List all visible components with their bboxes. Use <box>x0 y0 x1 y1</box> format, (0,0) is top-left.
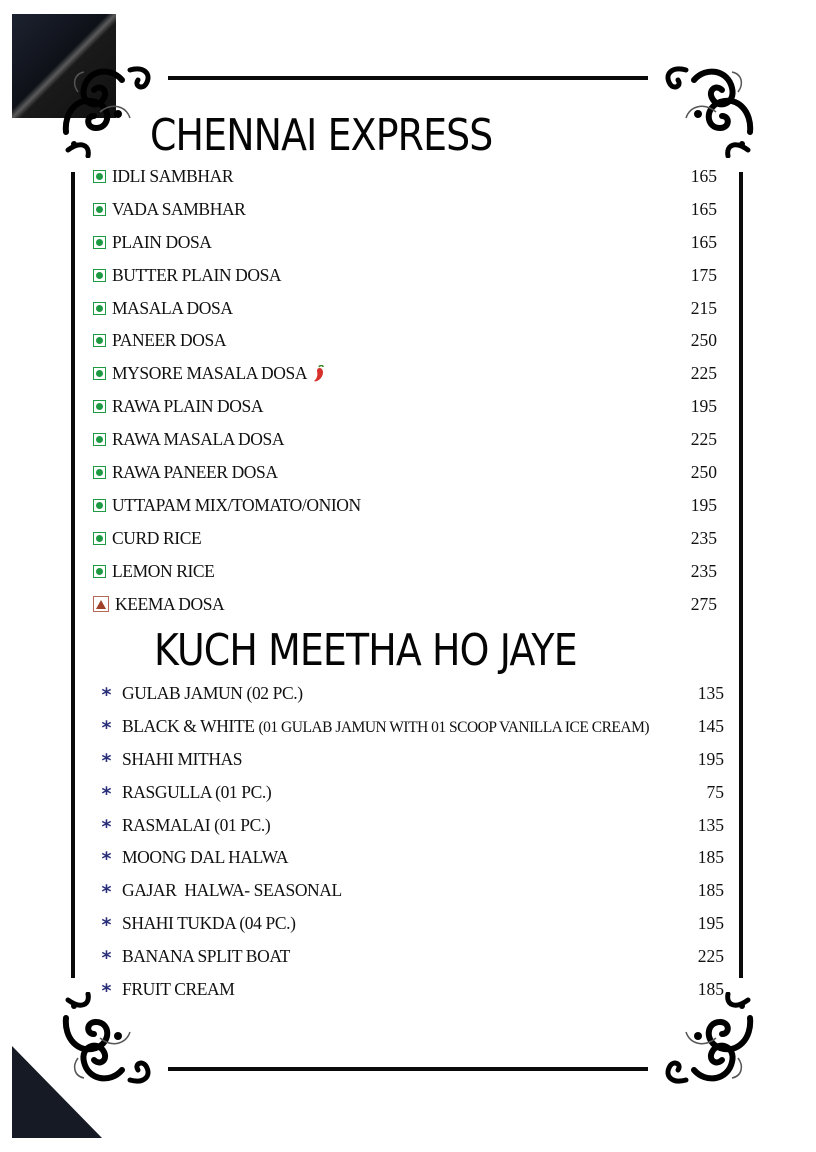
item-price: 75 <box>706 781 724 802</box>
item-price: 250 <box>690 330 717 351</box>
item-name: VADA SAMBHAR <box>112 198 246 219</box>
item-price: 225 <box>690 429 717 450</box>
item-name: RASGULLA (01 PC.) <box>122 781 272 802</box>
menu-item <box>100 907 728 940</box>
item-price: 165 <box>690 165 717 186</box>
veg-icon <box>93 302 106 315</box>
item-price: 225 <box>697 946 724 967</box>
menu-item <box>93 357 721 390</box>
item-name: BUTTER PLAIN DOSA <box>112 264 282 285</box>
corner-scroll-ornament-icon <box>660 62 756 158</box>
veg-icon <box>93 334 106 347</box>
item-name: RAWA MASALA DOSA <box>112 429 285 450</box>
item-price: 135 <box>697 682 724 703</box>
frame-left-rule <box>71 172 75 978</box>
item-name: RASMALAI (01 PC.) <box>122 814 271 835</box>
star-icon: * <box>101 683 112 706</box>
menu-item <box>100 841 728 874</box>
section-title-kuch-meetha-ho-jaye: KUCH MEETHA HO JAYE <box>154 625 577 676</box>
item-price: 195 <box>690 396 717 417</box>
corner-scroll-ornament-icon <box>660 992 756 1088</box>
veg-icon <box>93 433 106 446</box>
item-price: 145 <box>697 715 724 736</box>
item-price: 185 <box>697 978 724 999</box>
corner-scroll-ornament-icon <box>60 992 156 1088</box>
non-veg-icon <box>93 596 109 612</box>
item-price: 165 <box>690 198 717 219</box>
star-icon: * <box>101 782 112 805</box>
veg-icon <box>93 466 106 479</box>
item-price: 235 <box>690 527 717 548</box>
veg-icon <box>93 170 106 183</box>
menu-item <box>93 160 721 193</box>
menu-item <box>100 940 728 973</box>
veg-icon <box>93 367 106 380</box>
item-price: 185 <box>697 847 724 868</box>
veg-icon <box>93 400 106 413</box>
frame-bottom-rule <box>168 1067 648 1071</box>
item-price: 250 <box>690 461 717 482</box>
star-icon: * <box>101 979 112 1002</box>
veg-icon <box>93 565 106 578</box>
veg-icon <box>93 236 106 249</box>
frame-right-rule <box>739 172 743 978</box>
item-price: 195 <box>697 913 724 934</box>
veg-icon <box>93 532 106 545</box>
item-name: MOONG DAL HALWA <box>122 847 289 868</box>
veg-icon <box>93 203 106 216</box>
section-title-chennai-express: CHENNAI EXPRESS <box>150 110 493 161</box>
star-icon: * <box>101 815 112 838</box>
menu-item <box>93 423 721 456</box>
item-name: FRUIT CREAM <box>122 978 235 999</box>
item-name: BANANA SPLIT BOAT <box>122 946 290 967</box>
item-name: GAJAR HALWA- SEASONAL <box>122 880 342 901</box>
chili-icon <box>312 365 326 383</box>
item-price: 225 <box>690 363 717 384</box>
item-price: 215 <box>690 297 717 318</box>
item-name: SHAHI TUKDA (04 PC.) <box>122 913 296 934</box>
star-icon: * <box>101 914 112 937</box>
menu-item <box>100 973 728 1006</box>
menu-item <box>100 776 728 809</box>
item-price: 195 <box>690 494 717 515</box>
item-price: 235 <box>690 560 717 581</box>
item-name: MYSORE MASALA DOSA <box>112 363 308 384</box>
menu-item <box>93 259 721 292</box>
item-note: (01 GULAB JAMUN WITH 01 SCOOP VANILLA ICE CREAM) <box>258 718 650 736</box>
item-price: 175 <box>690 264 717 285</box>
menu-item <box>100 710 728 743</box>
item-name: RAWA PANEER DOSA <box>112 461 278 482</box>
corner-scroll-ornament-icon <box>60 62 156 158</box>
item-price: 185 <box>697 880 724 901</box>
menu-item <box>100 677 728 710</box>
frame-top-rule <box>168 76 648 80</box>
star-icon: * <box>101 749 112 772</box>
menu-item <box>93 226 721 259</box>
item-price: 135 <box>697 814 724 835</box>
item-price: 195 <box>697 748 724 769</box>
menu-item <box>93 390 721 423</box>
item-name: SHAHI MITHAS <box>122 748 243 769</box>
item-price: 275 <box>690 593 717 614</box>
menu-item <box>93 292 721 325</box>
item-name: UTTAPAM MIX/TOMATO/ONION <box>112 494 361 515</box>
veg-icon <box>93 499 106 512</box>
veg-icon <box>93 269 106 282</box>
menu-item <box>100 743 728 776</box>
item-price: 165 <box>690 231 717 252</box>
menu-item <box>93 324 721 357</box>
item-name: GULAB JAMUN (02 PC.) <box>122 682 303 703</box>
item-name-text: BLACK & WHITE <box>122 715 255 736</box>
item-name: IDLI SAMBHAR <box>112 165 234 186</box>
star-icon: * <box>101 947 112 970</box>
menu-list-chennai-express <box>93 160 721 620</box>
menu-item <box>93 555 721 588</box>
item-name: PLAIN DOSA <box>112 231 212 252</box>
menu-list-desserts <box>100 677 728 1006</box>
menu-item <box>93 489 721 522</box>
menu-item <box>93 456 721 489</box>
item-name: RAWA PLAIN DOSA <box>112 396 264 417</box>
star-icon: * <box>101 848 112 871</box>
star-icon: * <box>101 716 112 739</box>
item-name: CURD RICE <box>112 527 202 548</box>
menu-item <box>93 588 721 621</box>
menu-item <box>100 809 728 842</box>
item-name: PANEER DOSA <box>112 330 227 351</box>
item-name: LEMON RICE <box>112 560 215 581</box>
item-name <box>122 716 649 737</box>
star-icon: * <box>101 881 112 904</box>
item-name: KEEMA DOSA <box>115 593 225 614</box>
menu-item <box>100 874 728 907</box>
item-name: MASALA DOSA <box>112 297 233 318</box>
menu-item <box>93 522 721 555</box>
menu-item <box>93 193 721 226</box>
